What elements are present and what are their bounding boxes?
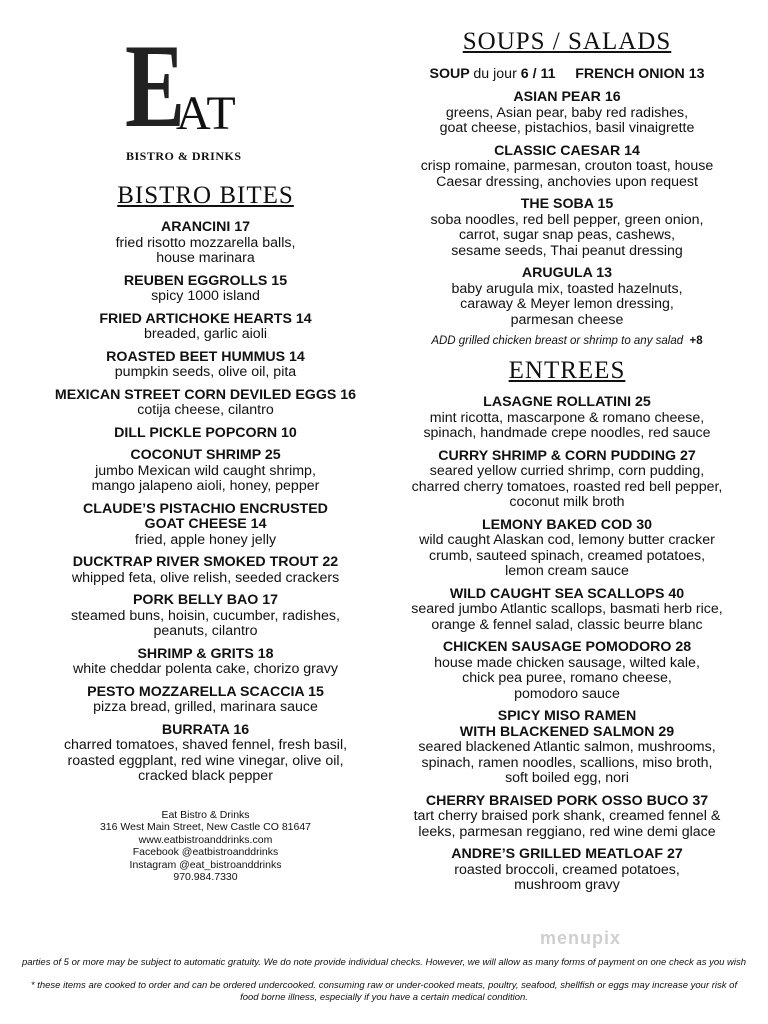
food-safety-disclaimer: * these items are cooked to order and can be ordered undercooked. consuming raw or under-cooked meats, poultry, seafood, shellfish or eggs may increase your risk of food borne illness, especially if you have a certain medical condition. xyxy=(30,980,738,1003)
menu-item xyxy=(28,593,383,640)
menu-item-name: PESTO MOZZARELLA SCACCIA 15 xyxy=(87,683,324,700)
menu-item-name: ROASTED BEET HUMMUS 14 xyxy=(106,348,305,365)
soup-label: SOUP xyxy=(429,66,470,82)
menu-item xyxy=(392,709,742,787)
menu-item-name: ASIAN PEAR 16 xyxy=(513,89,621,105)
menu-item-name: DUCKTRAP RIVER SMOKED TROUT 22 xyxy=(72,554,339,570)
menu-item-name: WILD CAUGHT SEA SCALLOPS 40 xyxy=(449,585,685,602)
menu-item xyxy=(28,448,383,495)
menu-item-name: SPICY MISO RAMEN WITH BLACKENED SALMON 29 xyxy=(459,708,675,740)
menu-item xyxy=(392,266,742,328)
menu-item xyxy=(392,794,742,841)
menu-item xyxy=(28,502,383,549)
menu-item-description: soba noodles, red bell pepper, green onion, carrot, sugar snap peas, cashews, sesame seeds, Thai peanut dressing xyxy=(430,211,704,259)
menu-item-description: fried risotto mozzarella balls, house marinara xyxy=(115,234,296,266)
contact-phone: 970.984.7330 xyxy=(173,871,238,883)
menu-item-description: tart cherry braised pork shank, creamed fennel & leeks, parmesan reggiano, red wine demi glace xyxy=(413,808,721,840)
gratuity-note: parties of 5 or more may be subject to automatic gratuity. We do note provide individual checks. However, we will allow as many forms of payment on one check as you wish xyxy=(21,957,747,968)
menu-item-description: whipped feta, olive relish, seeded crackers xyxy=(71,569,340,586)
menu-item-description: jumbo Mexican wild caught shrimp, mango jalapeno aioli, honey, pepper xyxy=(91,462,320,494)
menu-item xyxy=(392,144,742,191)
salads-list xyxy=(392,90,742,328)
french-onion: FRENCH ONION 13 xyxy=(575,66,705,82)
menu-item xyxy=(392,395,742,442)
menu-item-description: pumpkin seeds, olive oil, pita xyxy=(114,364,297,380)
menu-item-description: seared blackened Atlantic salmon, mushrooms, spinach, ramen noodles, scallions, miso broth, soft boiled egg, nori xyxy=(418,739,716,786)
restaurant-logo xyxy=(28,18,383,168)
menu-item xyxy=(28,426,383,442)
menu-item xyxy=(392,90,742,137)
menu-item-name: REUBEN EGGROLLS 15 xyxy=(123,272,288,289)
menu-item-description: baby arugula mix, toasted hazelnuts, caraway & Meyer lemon dressing, parmesan cheese xyxy=(451,280,683,328)
menu-item-description: seared jumbo Atlantic scallops, basmati herb rice, orange & fennel salad, classic beurre blanc xyxy=(411,601,723,633)
menu-item xyxy=(392,449,742,511)
menu-item-description: steamed buns, hoisin, cucumber, radishes, peanuts, cilantro xyxy=(71,607,340,639)
logo-letters-at: AT xyxy=(176,87,237,140)
watermark: menupix xyxy=(540,928,622,948)
menu-item-name: DILL PICKLE POPCORN 10 xyxy=(114,424,297,441)
entrees-list xyxy=(392,395,742,894)
menu-item-description: mint ricotta, mascarpone & romano cheese, spinach, handmade crepe noodles, red sauce xyxy=(423,409,711,441)
right-column xyxy=(392,28,742,901)
left-column xyxy=(28,18,383,884)
menu-item xyxy=(392,847,742,894)
logo-subtitle: BISTRO & DRINKS xyxy=(126,149,242,163)
menu-item xyxy=(28,350,383,381)
salad-add-note xyxy=(392,335,742,347)
bistro-bites-list xyxy=(28,220,383,785)
soup-du-jour: du jour xyxy=(473,66,517,82)
add-note-price: +8 xyxy=(689,335,703,347)
menu-item-description: breaded, garlic aioli xyxy=(143,326,268,342)
menu-item-name: CHICKEN SAUSAGE POMODORO 28 xyxy=(442,639,692,655)
menu-item-name: ARUGULA 13 xyxy=(521,265,613,281)
menu-item-description: house made chicken sausage, wilted kale, chick pea puree, romano cheese, pomodoro sauce xyxy=(434,654,700,702)
menu-item xyxy=(392,518,742,580)
menu-item-name: THE SOBA 15 xyxy=(520,196,614,212)
menu-item xyxy=(28,274,383,305)
menu-item xyxy=(392,640,742,702)
menu-item-name: LEMONY BAKED COD 30 xyxy=(481,516,652,533)
menu-item-description: greens, Asian pear, baby red radishes, goat cheese, pistachios, basil vinaigrette xyxy=(439,104,695,136)
menu-item-description: roasted broccoli, creamed potatoes, mushroom gravy xyxy=(454,861,680,893)
menu-item xyxy=(392,197,742,259)
menu-item xyxy=(28,685,383,716)
menu-item-name: CLAUDE’S PISTACHIO ENCRUSTED GOAT CHEESE 14 xyxy=(83,500,328,532)
menu-item-name: MEXICAN STREET CORN DEVILED EGGS 16 xyxy=(54,386,357,403)
menu-item-description: cotija cheese, cilantro xyxy=(137,402,274,418)
add-note-text: ADD grilled chicken breast or shrimp to any salad xyxy=(431,335,684,347)
menu-item-name: FRIED ARTICHOKE HEARTS 14 xyxy=(99,310,312,327)
contact-address: 316 West Main Street, New Castle CO 81647 xyxy=(99,821,312,833)
contact-facebook: Facebook @eatbistroanddrinks xyxy=(132,846,279,858)
menu-item-name: CLASSIC CAESAR 14 xyxy=(494,142,640,159)
menu-item-description: spicy 1000 island xyxy=(151,288,260,304)
menu-item-name: SHRIMP & GRITS 18 xyxy=(137,645,274,662)
contact-website: www.eatbistroanddrinks.com xyxy=(138,833,273,846)
menu-item-name: BURRATA 16 xyxy=(161,721,250,738)
contact-instagram: Instagram @eat_bistroanddrinks xyxy=(129,858,282,871)
entrees-title: ENTREES xyxy=(508,357,626,384)
menu-item-name: LASAGNE ROLLATINI 25 xyxy=(483,394,651,410)
menu-item-name: COCONUT SHRIMP 25 xyxy=(130,447,281,463)
menu-item-description: crisp romaine, parmesan, crouton toast, house Caesar dressing, anchovies upon request xyxy=(420,158,714,190)
menu-item xyxy=(28,647,383,678)
menu-item-name: ANDRE’S GRILLED MEATLOAF 27 xyxy=(451,846,683,862)
menu-item-description: fried, apple honey jelly xyxy=(134,531,277,548)
menu-item xyxy=(28,220,383,267)
menu-item xyxy=(28,388,383,419)
contact-info xyxy=(28,809,383,884)
menu-item xyxy=(28,312,383,343)
soup-price: 6 / 11 xyxy=(520,66,556,82)
menu-item-name: CURRY SHRIMP & CORN PUDDING 27 xyxy=(438,447,696,464)
logo-letter-e: E xyxy=(125,19,184,152)
menu-item-description: white cheddar polenta cake, chorizo gravy xyxy=(73,661,338,677)
menu-item-description: wild caught Alaskan cod, lemony butter cracker crumb, sauteed spinach, creamed potatoes, lemon cream sauce xyxy=(419,532,715,579)
bistro-bites-title: BISTRO BITES xyxy=(117,182,294,209)
contact-name: Eat Bistro & Drinks xyxy=(161,808,250,821)
menu-item-name: ARANCINI 17 xyxy=(160,219,251,235)
menu-item xyxy=(28,555,383,586)
menu-item-description: seared yellow curried shrimp, corn pudding, charred cherry tomatoes, roasted red bell pepper, coconut milk broth xyxy=(411,463,723,510)
menu-item-description: pizza bread, grilled, marinara sauce xyxy=(93,699,318,715)
menu-item-description: charred tomatoes, shaved fennel, fresh basil, roasted eggplant, red wine vinegar, olive oil, cracked black pepper xyxy=(63,737,348,784)
soup-line xyxy=(392,66,742,82)
menu-item xyxy=(392,587,742,634)
menu-item-name: PORK BELLY BAO 17 xyxy=(132,592,279,608)
soups-salads-title: SOUPS / SALADS xyxy=(462,28,672,55)
menu-item xyxy=(28,723,383,785)
menu-item-name: CHERRY BRAISED PORK OSSO BUCO 37 xyxy=(425,792,709,809)
